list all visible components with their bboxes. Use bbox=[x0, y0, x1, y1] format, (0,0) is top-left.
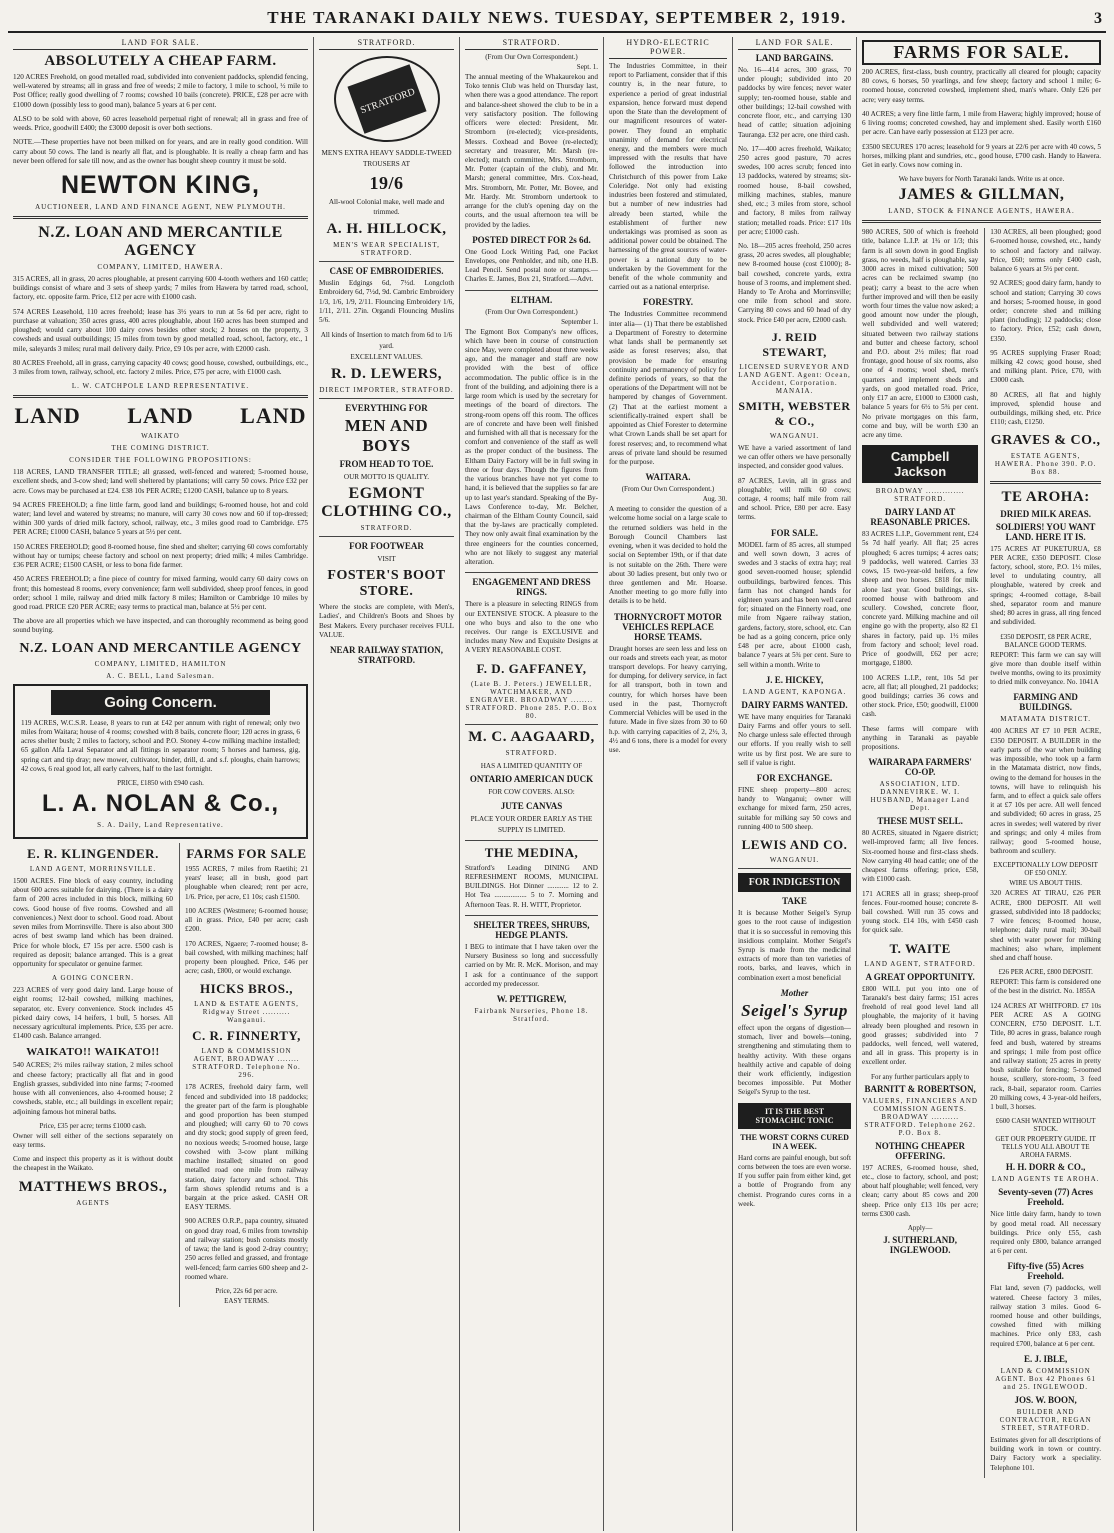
ad-text: Muslin Edgings 6d, 7½d. Longcloth Embroidery 6d, 7½d, 9d. Cambric Embroidery 1/3, 1/6, 1/9, 2/11. Flouncing Embroidery 1/6, 1/11, 2/11. 27in. Organdi Flouncing Muslins 5/6. bbox=[319, 279, 454, 325]
everything: EVERYTHING FOR bbox=[345, 402, 428, 413]
seigel-take: TAKE bbox=[782, 896, 807, 907]
limited: HAS A LIMITED QUANTITY OF bbox=[480, 761, 583, 770]
ad-text: 80 ACRES, situated in Ngaere district; well-improved farm; all live fences. Six-roomed house and first-class sheds. Now carrying 40 head cattle; one of the cheapest farms offering; price, £58, with £1000 cash. bbox=[862, 829, 979, 884]
ad-text: Hard corns are painful enough, but soft corns between the toes are even worse. If you suffer pain from either kind, get a bottle of Progrando from any chemist. Progrando cures corns in a week. bbox=[738, 1153, 851, 1208]
corns-head: THE WORST CORNS CURED IN A WEEK. bbox=[740, 1132, 849, 1151]
hillock-sub: MEN'S WEAR SPECIALIST, STRATFORD. bbox=[333, 241, 440, 258]
ad-text: There is a pleasure in selecting RINGS from our EXTENSIVE STOCK. A pleasure to the one who buys and also to the one who receives. Our range is EXCLUSIVE and includes many New and Exquisite Designs at A VERY REASONABLE COST. bbox=[465, 600, 598, 655]
smith-name: SMITH, WEBSTER & CO., bbox=[738, 398, 851, 428]
ad-text: No. 18—205 acres freehold, 250 acres grass, 20 acres swedes, all ploughable; new 8-roomed house (cost £1000); 8-bail cowshed, concrete yards, extra house of 3 rooms, and implement shed. Handy to Te Aroha and Morrinsville; one mile from school and store. Carrying 80 cows and 60 head of dry stock. Price £40 per acre, £2000 cash. bbox=[738, 241, 851, 324]
date: September 1. bbox=[561, 317, 598, 326]
column-hydro-electric bbox=[604, 37, 733, 1531]
f5-price: Price, 22s 6d per acre. bbox=[215, 1286, 278, 1295]
forestry-head: FORESTRY. bbox=[642, 297, 694, 308]
ad-text: 574 ACRES Leasehold, 110 acres freehold; lease has 3½ years to run at 5s 6d per acre, right to purchase at valuation; 350 acres grass, 400 acres ploughable, about 160 acres has been stumped and ploughed; would carry about 100 dairy cows besides other stock; 2 houses on the property, 3 cowsheds and usual outbuildings; 15 miles from town by good metalled road, school, factory, etc., 1 mile, saleyards 3 miles; rural mail delivery daily. Price, £9 10s per acre, with £2000 cash. bbox=[13, 307, 308, 353]
excep: EXCEPTIONALLY LOW DEPOSIT OF £50 ONLY. bbox=[993, 861, 1098, 878]
egmont-name: EGMONT CLOTHING CO., bbox=[321, 485, 452, 521]
ad-text: MODEL farm of 85 acres, all stumped and well sown down, 3 acres of swedes and 3 stacks of extra hay; real good seven-roomed house; splendid outbuildings, barbwired fences. This farm has not changed hands for eighteen years and has been well cared for; situated on the Finnerty road, one mile from Ngaere railway station, gardens, factory, store, school, etc. Can be had as a going concern, price only £48 per acre, about £1000 cash, balance 7 years at 5¾ per cent. Sure to sell within a month. Write to bbox=[738, 540, 851, 669]
finnerty-name: C. R. FINNERTY, bbox=[192, 1028, 301, 1044]
article-text: A meeting to consider the question of a welcome home social on a large scale to the returned soldiers was held in the Borough Council Chambers last evening, when it was decided to hold the social on September 19th, or if that date is not suitable on the 26th. There were about 30 ladies present, but only two or three gentlemen and Mr. Hoarse. Another meeting to go more fully into details is to be held. bbox=[609, 505, 727, 606]
ad-text: 120 ACRES Freehold, on good metalled road, subdivided into convenient paddocks, splendid fencing, well-watered by streams; all in grass and free of weeds; 2 mile to factory, 1 mile to school, ½ mile to Post Office; really good dwelling of 7 rooms; cowshed 10 bails (concrete). PRICE, £28 per acre with £1000 down (possibly less to good man), balance 5 years at 6 per cent. bbox=[13, 73, 308, 109]
stratford-emblem-icon bbox=[332, 54, 442, 144]
date: Aug. 30. bbox=[702, 495, 727, 504]
farming-buildings: FARMING AND BUILDINGS. bbox=[1013, 692, 1078, 713]
coming-district: THE COMING DISTRICT. bbox=[111, 444, 210, 453]
cj-dairy: DAIRY LAND AT REASONABLE PRICES. bbox=[870, 507, 970, 528]
matthews-sub: AGENTS bbox=[76, 1198, 110, 1207]
ad-text: 1955 ACRES, 7 miles from Raetihi; 21 years' lease; all in bush, good part ploughable when cleared; rent per acre, 1/6. Price, per acre, £1 10s; cash £1500. bbox=[185, 864, 308, 901]
ad-text: 178 ACRES, freehold dairy farm, well fenced and subdivided into 18 paddocks; the greater part of the farm is ploughable and good proportion has been stumped and ploughed; will carry 60 to 70 cows and dry stock; good supply of green feed, no noxious weeds; 5-roomed house, large cowshed with 3-cow plant milking machine installed; situated on good metalled road one mile from railway station, dairy factory and school. This farm shows splendid returns and is a bargain at the price asked. CASH OR EASY TERMS. bbox=[185, 1083, 308, 1212]
ad-text: 80 ACRES Freehold, all in grass, carrying capacity 40 cows; good house, cowshed, outbuildings, etc., 3 miles from town, railway, school, etc. factory 2 miles. Price, £75 per acre, with £1000 cash. bbox=[13, 358, 308, 376]
seigel-best: IT IS THE BEST STOMACHIC TONIC bbox=[738, 1103, 851, 1129]
seventy-head: Seventy-seven (77) Acres Freehold. bbox=[998, 1187, 1094, 1208]
finnerty-sub: LAND & COMMISSION AGENT, BROADWAY ........ STRATFORD. Telephone No. 296. bbox=[192, 1047, 301, 1080]
gc-price: PRICE, £1850 with £940 cash. bbox=[117, 778, 204, 787]
section-header: LAND FOR SALE. bbox=[13, 37, 308, 50]
duck: ONTARIO AMERICAN DUCK bbox=[469, 774, 594, 785]
ad-text: 95 ACRES supplying Fraser Road; milking 42 cows; good house, shed and milking plant. Price, £70, with £3000 cash. bbox=[990, 348, 1101, 385]
column-stratford-ads bbox=[314, 37, 460, 1531]
graves-name: GRAVES & CO., bbox=[990, 432, 1101, 448]
must-sell: THESE MUST SELL. bbox=[877, 816, 963, 827]
jute: JUTE CANVAS bbox=[500, 801, 563, 812]
correspondent: (From Our Own Correspondent.) bbox=[485, 307, 578, 316]
wf-sub: ASSOCIATION, LTD. DANNEVIRKE. W. I. HUSBAND, Manager Land Dept. bbox=[870, 780, 970, 813]
for-sale-head: FOR SALE. bbox=[770, 527, 818, 538]
dorr-sub: LAND AGENTS TE AROHA. bbox=[991, 1175, 1100, 1184]
ad-text: REPORT: This farm we can say will give more than double itself within twelve months, owing to its proximity to dried milk conveyance. No. 1041A bbox=[990, 650, 1101, 687]
guide: GET OUR PROPERTY GUIDE. IT TELLS YOU ALL ABOUT TE AROHA FARMS. bbox=[995, 1135, 1096, 1160]
shelter-head: SHELTER TREES, SHRUBS, HEDGE PLANTS. bbox=[473, 919, 590, 940]
wire: WIRE US ABOUT THIS. bbox=[1009, 879, 1083, 888]
ad-text: 119 ACRES, W.C.S.R. Lease, 8 years to run at £42 per annum with right of renewal; only two miles from Waitara; house of 4 rooms; cowshed with 8 bails, concrete floor; 120 acres in grass, 6 acres shelter bush; 2 miles to factory, school and P.O. Stoney 4-cow milking machine installed; 65 gallon Alfa Laval Separator and all fittings in separator room; 5 horses and harness, gig, spring cart and tip dray; new mower, cultivator, binder, drill, d. and s.f. ploughs, chain harrows; 42 cows, 6 real good lot, all early calvers, half to the last fortnight. bbox=[21, 718, 300, 773]
engagement-head: ENGAGEMENT AND DRESS RINGS. bbox=[472, 577, 591, 598]
land-land-land: LAND LAND LAND bbox=[14, 403, 307, 429]
ad-text: 118 ACRES, LAND TRANSFER TITLE; all grassed, well-fenced and watered; 5-roomed house, excellent sheds, and 3-cow shed; land well sheltered by plantations; will carry 50 cows. Price £32 per acre. Cows may be purchased at £24. £38 10s PER ACRE; £1200 CASH, balance up to 8 years. bbox=[13, 468, 308, 495]
ad-text: 400 ACRES AT £7 10 PER ACRE, £350 DEPOSIT. A BUILDER in the early parts of the war when building was impossible, who took up a farm in the Matamata district, now finds, owing to the demand for houses in the towns, will have to relinquish his farm, and to effect a quick sale offers it at £7 10s per acre. All well fenced and subdivided; 60 acres in grass, 25 acres in swedes; well watered by river and springs; and only 4 miles from railway; good 5-roomed house, bathroom and scullery. bbox=[990, 727, 1101, 856]
ad-text: Estimates given for all descriptions of building work in town or country. Dairy Factory work a speciality. Telephone 101. bbox=[990, 1435, 1101, 1472]
covers: FOR COW COVERS. ALSO: bbox=[488, 788, 575, 797]
waitara-head: WAITARA. bbox=[645, 472, 691, 483]
boon-sub: BUILDER AND CONTRACTOR, REGAN STREET, STRATFORD. bbox=[999, 1407, 1092, 1432]
hickey-sub: LAND AGENT, KAPONGA. bbox=[742, 687, 847, 696]
ad-text: 130 ACRES, all been ploughed; good 6-roomed house, cowshed, etc., handy to school and factory and railway. Price, £60; terms only £400 cash, balance 6 years at 5½ per cent. bbox=[990, 228, 1101, 274]
nz-loan-sub-2: COMPANY, LIMITED, HAMILTON bbox=[94, 659, 227, 668]
jg-sub: LAND, STOCK & FINANCE AGENTS, HAWERA. bbox=[888, 207, 1075, 216]
ad-text: 900 ACRES O.R.P., papa country, situated on good dray road, 6 miles from township and railway station; bush consists mostly of tawa; the land is good 2-dray country; 250 acres felled and grassed, and frontage well-fenced; farm carries 600 sheep and 2-roomed whare. bbox=[185, 1217, 308, 1281]
fb-sub: MATAMATA DISTRICT. bbox=[1000, 715, 1091, 724]
nz-loan-head-2: N.Z. LOAN AND MERCANTILE AGENCY bbox=[19, 640, 302, 656]
ad-text: WE have many enquiries for Taranaki Dairy Farms and offer yours to sell. No charge unless sale effected through our efforts. If you really wish to sell write us by first post. We are sure to sell if value is right. bbox=[738, 712, 851, 767]
hickey-name: J. E. HICKEY, bbox=[765, 674, 824, 685]
ad-text: 1500 ACRES. Fine block of easy country, including about 600 acres suitable for dairying. (There is a dairy farm of 200 acres included in this block, milking 60 cows. Good house of five rooms. Cowshed and all conveniences.) Next door to school. Good road. About seven miles from Morrinsville. There is also about 300 acres of best swamp land which has been drained. Price for whole block, £7 15s per acre. £500 cash is required as deposit; balance arranged. This is a great opportunity for speculator or genuine farmer. bbox=[13, 876, 173, 968]
article-text: The Industries Committee, in their report to Parliament, consider that if this country is, in the near future, to experience a period of great industrial expansion, hence forward must depend upon the State than the development of our magnificent resources of water-power. They found an emphatic unanimity of demand for electrical energy, and the members were much impressed with the results that have followed the introduction into Christchurch of this power from Lake Coleridge. Not only had existing industries been fostered and stimulated, but a number of new industries had already been started, while the establishment of further new undertakings was promised as soon as additional power could be obtained. The harnessing of the great sources of water-power is a national duty to be undertaken by the Government for the benefit of the whole community and carried out as a national enterprise. bbox=[609, 62, 727, 292]
consider: CONSIDER THE FOLLOWING PROPOSITIONS: bbox=[69, 456, 252, 465]
reid-name: J. REID STEWART, bbox=[762, 329, 827, 359]
section-header: LAND FOR SALE. bbox=[738, 37, 851, 50]
suits-text: MEN'S EXTRA HEAVY SADDLE-TWEED TROUSERS AT bbox=[321, 149, 452, 168]
jg-name: JAMES & GILLMAN, bbox=[898, 186, 1065, 204]
ad-text: ALSO to be sold with above, 60 acres leasehold perpetual right of renewal; all in grass and free of weeds. Price, goodwill £400; the £3000 deposit is over both sections. bbox=[13, 114, 308, 133]
pettigrew-sub: Fairbank Nurseries, Phone 18. Stratford. bbox=[474, 1006, 589, 1023]
great-opportunity: A GREAT OPPORTUNITY. bbox=[865, 971, 975, 982]
order: PLACE YOUR ORDER EARLY AS THE SUPPLY IS LIMITED. bbox=[470, 815, 593, 834]
ible-sub: LAND & COMMISSION AGENT. Box 42 Phones 61 and 25. INGLEWOOD. bbox=[995, 1366, 1097, 1391]
hillock-name: A. H. HILLOCK, bbox=[326, 221, 447, 238]
klingender-name: E. R. KLINGENDER. bbox=[27, 845, 159, 861]
posted-head: POSTED DIRECT FOR 2s 6d. bbox=[472, 234, 591, 245]
ad-text: 197 ACRES, 6-roomed house, shed, etc., close to factory, school, and post; about half ploughable; well fenced, very clean; carry about 85 cows and 200 sheep. Price only £13 10s per acre; terms £300 cash. bbox=[862, 1163, 979, 1218]
seigel-brand: Seigel's Syrup bbox=[741, 1000, 848, 1020]
motto: OUR MOTTO IS QUALITY. bbox=[343, 472, 430, 481]
ad-text: 450 ACRES FREEHOLD; a fine piece of country for mixed farming, would carry 60 dairy cows on front; this homestead 8 rooms, every convenience; farm well subdivided, sheep proof fences, in good order; school 1 mile, railway and dried milk factory 8 miles; Hamilton or Cambridge 10 miles by good road. PRICE £20 PER ACRE; easy terms to practical man, balance at 5½ per cent. bbox=[13, 575, 308, 611]
dried-milk: DRIED MILK AREAS. bbox=[1000, 508, 1092, 519]
ad-text: FINE sheep property—800 acres; handy to Wanganui; owner will exchange for mixed farm, 250 acres, suitable for milking say 50 cows and running 400 to 500 sheep. bbox=[738, 786, 851, 831]
waite-name: T. WAITE bbox=[889, 940, 951, 956]
ad-text: 83 ACRES L.I.P., Government rent, £24 5s 7d half yearly. All flat; 25 acres ploughed; 6 acres turnips; 4 acres oats; 9 paddocks, well watered. Carries 33 cows, 15 two-year-old heifers, a few sheep and two horses. £818 for milk alone last year. Good buildings, six-roomed house with bathroom and scullery. Cowshed, concrete floor, concrete yard. Milking machine and oil engine go with the property, also 82 £1 shares in factory, paid up. 1½ miles from factory and school; level road. Price of goodwill, £62 per acre; mortgage, £1800. bbox=[862, 530, 979, 668]
newton-king-name: NEWTON KING, bbox=[60, 170, 261, 199]
sutherland-name: J. SUTHERLAND, INGLEWOOD. bbox=[883, 1234, 958, 1255]
klingender-sub: LAND AGENT, MORRINSVILLE. bbox=[29, 864, 157, 873]
barnitt-name: BARNITT & ROBERTSON, bbox=[864, 1083, 976, 1094]
ad-text: 170 ACRES, Ngaere; 7-roomed house; 8-bail cowshed, with milking machines; half property been ploughed. Price, £46 per acre; cash, £800, or would exchange. bbox=[185, 939, 308, 976]
medina-name: THE MEDINA, bbox=[484, 844, 579, 860]
ad-text: 320 ACRES AT TIRAU, £26 PER ACRE, £800 DEPOSIT. All well grassed, subdivided into 18 paddocks; 7 wire fences; 8-roomed house, telephone; daily rural mail; 30-bail shed with water power for milking machines; also whare, implement shed and chaff house. bbox=[990, 889, 1101, 962]
ad-text: 100 ACRES (Westmere; 6-roomed house; all in grass. Price, £40 per acre; cash £200. bbox=[185, 906, 308, 934]
cheaper: NOTHING CHEAPER OFFERING. bbox=[875, 1140, 966, 1161]
dairy-head: DAIRY FARMS WANTED. bbox=[741, 699, 848, 710]
ad-text: 94 ACRES FREEHOLD; a fine little farm, good land and buildings; 6-roomed house, hot and cold water; land level and watered by streams; no manure, will carry 30 cows now and 60 if top-dressed; within 300 yards of dried milk factory, school, railway, etc., 3 miles good road to Cambridge. £75 PER ACRE; £1000 CASH, balance 5 years at 5½ per cent. bbox=[13, 500, 308, 537]
waikato-head: WAIKATO!! WAIKATO!! bbox=[26, 1046, 160, 1059]
article-text: The Egmont Box Company's new offices, which have been in course of construction since May, were completed about three weeks ago, and the manager and staff are now provided with the best of office accommodation. The public office is in the front of the building, and adjoining there is a large room which is used by the secretary for meetings of the board of directors. The strong-room opens off this room. The offices are of concrete and have been well finished and furnished with all that is necessary for the comfort and convenience of the staff as well as the proper conduct of the business. The Eltham Dairy Factory will be in full swing in three or four days. Though the figures from the various branches have not yet come to hand, it is believed that the supplies so far are up to last year's standard. Speaking of the By-Laws Conference to-day, Mr. Belcher, chairman of the Eltham County Council, said that the by-laws are practically completed. They now only await final examination by the three engineers for the counties concerned, who are not likely to suggest any material alteration. bbox=[465, 327, 598, 567]
eltham-head: ELTHAM. bbox=[510, 294, 553, 305]
ad-text: 223 ACRES of very good dairy land. Large house of eight rooms; 12-bail cowshed, milking machines, separator, etc. Every convenience. Stock includes 45 picked dairy cows, 14 heifers, 1 bull, 5 horses. All necessary agricultural implements. Price, £35 per acre. £1400 cash. Balance arranged. bbox=[13, 986, 173, 1041]
ad-text: 150 ACRES FREEHOLD; good 8-roomed house, fine shed and shelter; carrying 60 cows comfortably without hay or turnips; cheese factory and school on next property; dried milk; 4 miles Cambridge. £36 PER ACRE; £1500 CASH, or less to bona fide farmer. bbox=[13, 542, 308, 570]
gaffaney-sub: (Late B. J. Peters.) JEWELLER, WATCHMAKER, AND ENGRAVER. BROADWAY ........ STRATFORD. Phone 285. P.O. Box 80. bbox=[465, 679, 598, 720]
section-header: HYDRO-ELECTRIC POWER. bbox=[609, 37, 727, 59]
farms-head: FARMS FOR SALE. bbox=[862, 40, 1101, 65]
insertion: All kinds of Insertion to match from 6d to 1/6 yard. bbox=[320, 331, 453, 351]
farms-head: FARMS FOR SALE bbox=[186, 845, 307, 861]
ad-text: No. 16—414 acres, 300 grass, 70 under plough; subdivided into 20 paddocks by wire fences; never water supply; ten-roomed house, stable and other buildings; 12-bail cowshed with concrete floor, etc., and carrying 130 head of cattle; situation adjoining Tauranga. £32 per acre, one third cash. bbox=[738, 66, 851, 139]
ad-text: 315 ACRES, all in grass, 20 acres ploughable, at present carrying 600 4-tooth wethers and 160 cattle; buildings consist of whare and 3 sets of sheep yards; 7 miles from Hawera by tarred road, school, factory, etc. opposite farm. Price, £12 per acre with £1000 cash. bbox=[13, 274, 308, 302]
ad-text: 87 ACRES, Levin, all in grass and ploughable; will milk 60 cows; cottage, 4 rooms; half mile from rail and school. Price, £80 per acre. Easy terms. bbox=[738, 476, 851, 522]
ad-text: Nice little dairy farm, handy to town by good metal road. All necessary buildings. Price only £55, cash required only £800, balance arranged at 6 per cent. bbox=[990, 1210, 1101, 1256]
ad-text: REPORT: This farm is considered one of the best in the district. No. 1855A bbox=[990, 978, 1101, 996]
nz-loan-sign: L. W. CATCHPOLE LAND REPRESENTATIVE. bbox=[71, 382, 250, 391]
t1b: £350 DEPOSIT, £8 PER ACRE, BALANCE GOOD TERMS. bbox=[1000, 632, 1092, 649]
gaffaney-name: F. D. GAFFANEY, bbox=[476, 660, 587, 676]
lewers-name: R. D. LEWERS, bbox=[330, 365, 443, 382]
matthews-name: MATTHEWS BROS., bbox=[18, 1178, 168, 1195]
barnitt-sub: VALUERS, FINANCIERS AND COMMISSION AGENTS. BROADWAY .......... STRATFORD. Telephone 262. P.O. Box 8. bbox=[862, 1096, 978, 1137]
ad-text: Come and inspect this property as it is without doubt the cheapest in the Waikato. bbox=[13, 1155, 173, 1173]
ad-text: 175 ACRES AT PUKETURUA, £8 PER ACRE, £350 DEPOSIT. Close factory, school, store, P.O. 1½ miles, level to undulating country, all ploughable, watered by creek and springs; 4-roomed cottage, 8-bail shed, separator room and manure shed; 80 acres in grass, all ring fenced and subdivided. bbox=[990, 544, 1101, 627]
article-text: The Industries Committee recommend inter alia— (1) That there be established a Department of Forestry to determine what lands shall be permanently set aside as forest reserves; also, that provision be made for ensuring continuity and permanency of policy for definite periods of years, so that the operations of the Department will not be hampered by changes of Government. (2) That at the earliest moment a scientifically-trained expert shall be appointed as Chief Forester to determine what Crown Lands shall be set apart for forest reserves; and, to recommend what areas of private land should be resumed for the purpose. bbox=[609, 310, 727, 466]
going-concern: A GOING CONCERN. bbox=[52, 974, 134, 983]
klingender-ad bbox=[13, 843, 173, 1307]
ad-text: Flat land, seven (7) paddocks, well watered. Cheese factory 3 miles, railway station 3 miles. Good 6-roomed house and other buildings, cowshed fitted with milking machines. Price only £83, cash required £700, balance at 6 per cent. bbox=[990, 1284, 1101, 1348]
going-concern-title: Going Concern. bbox=[51, 690, 270, 715]
ad-text: NOTE.—These properties have not been milked on for years, and are in really good condition. Will carry about 50 cows. The land is nearly all flat, and is ploughable. It is really a cheap farm and has never been offered for sale till now, and as the owner has bought sheep country it must be sold. bbox=[13, 138, 308, 165]
exchange-head: FOR EXCHANGE. bbox=[756, 773, 833, 784]
footwear: FOR FOOTWEAR bbox=[349, 541, 424, 552]
egmont-sub: STRATFORD. bbox=[360, 524, 413, 533]
boon-name: JOS. W. BOON, bbox=[1014, 1394, 1077, 1405]
hicks-sub: LAND & ESTATE AGENTS, Ridgway Street .......... Wanganui. bbox=[194, 1000, 299, 1025]
cj-sub: BROADWAY .............. STRATFORD. bbox=[875, 487, 965, 504]
column-stratford-news bbox=[460, 37, 604, 1531]
bargains-head: LAND BARGAINS. bbox=[755, 53, 834, 63]
te-aroha: TE AROHA: bbox=[1001, 488, 1090, 505]
ad-text: 200 ACRES, first-class, bush country, practically all cleared for plough; capacity 80 cows, 6 horses, 50 yearlings, and few sheep; factory and school 1 mile; 6-roomed house, concreted cowshed, implement shed, man's whare. Only £26 per acre; very easy terms. bbox=[862, 68, 1101, 104]
ad-text: 80 ACRES, all flat and highly improved, splendid house and outbuildings, milking shed, etc. Price £110; cash, £1250. bbox=[990, 390, 1101, 427]
fifty-head: Fifty-five (55) Acres Freehold. bbox=[1007, 1261, 1084, 1282]
smith-sub: WANGANUI. bbox=[769, 431, 820, 440]
soldiers: SOLDIERS! YOU WANT LAND. HERE IT IS. bbox=[995, 521, 1096, 542]
cheap-farm-title: ABSOLUTELY A CHEAP FARM. bbox=[44, 53, 277, 69]
graves-sub: ESTATE AGENTS, HAWERA. Phone 390. P.O. Box 88. bbox=[994, 451, 1097, 476]
ad-text: £3500 SECURES 170 acres; leasehold for 9 years at 22/6 per acre with 40 cows, 5 horses, milking plant and sundries, etc., good house, £700 cash. Handy to Hawera. Get in early. Cows now coming in. bbox=[862, 142, 1101, 169]
ad-text: effect upon the organs of digestion—stomach, liver and bowels—toning, strengthening and stimulating them to healthy activity. With these organs healthily active and capable of doing their work efficiently, indigestion becomes impossible. Put Mother Seigel's Syrup to the test. bbox=[738, 1023, 851, 1097]
ad-text: 100 ACRES L.I.P., rent, 10s 5d per acre, all flat; all ploughed, 21 paddocks; good buildings; carries 36 cows and other stock. Price, £50; goodwill, £1000 cash. bbox=[862, 673, 979, 719]
svg-text:STRATFORD: STRATFORD bbox=[358, 86, 417, 117]
nz-loan-head: N.Z. LOAN AND MERCANTILE AGENCY bbox=[38, 223, 283, 259]
ad-text: These farms will compare with anything in Taranaki as payable propositions. bbox=[862, 724, 979, 752]
lewis-name: LEWIS AND CO. bbox=[741, 837, 848, 853]
seigel-mother: Mother bbox=[780, 987, 809, 998]
nz-loan-sign-2: A. C. BELL, Land Salesman. bbox=[106, 671, 215, 680]
section-header: STRATFORD. bbox=[465, 37, 598, 50]
seigel-for-indigestion: FOR INDIGESTION bbox=[738, 873, 851, 892]
motor-head: THORNYCROFT MOTOR VEHICLES REPLACE HORSE TEAMS. bbox=[614, 611, 722, 642]
ad-text: 540 ACRES; 2½ miles railway station, 2 miles school and cheese factory; practically all flat and in good English grasses, subdivided into nine farms; 7-roomed house with all conveniences, also 4-roomed house; 2 cowsheds, stable, etc.; all buildings in excellent repair; adjoining famous hot mineral baths. bbox=[13, 1061, 173, 1116]
waikato: WAIKATO bbox=[141, 432, 180, 441]
stratford-emblem bbox=[319, 54, 454, 144]
ible-name: E. J. IBLE, bbox=[1024, 1353, 1068, 1364]
article-text: Draught horses are seen less and less on our roads and streets each year, as motor transport develops. For heavy carrying, for dumping, for delivery service, in fact for all transport, both in town and country, for which horses have been used in the past, Thornycroft Commercial Vehicles will be used in the future. Made in five sizes from 30 to 60 h.p. with carrying capacities of 2, 2½, 3, 4½ and 6 tons, there is a model for every use. bbox=[609, 644, 727, 754]
masthead bbox=[8, 6, 1106, 33]
date: Sept. 1. bbox=[576, 63, 598, 71]
ad-text: No. 17—400 acres freehold, Waikato; 250 acres good pasture, 70 acres swedes, 100 acres scrub; fenced into 13 paddocks, watered by streams; six-roomed house, 8-bail cowshed, milking machines, stables, manure shed, etc.; 3 miles from store, school and factory, 8 miles from railway station; metalled roads. Price: £17 10s per acre; £1000 cash. bbox=[738, 144, 851, 236]
lewers-sub: DIRECT IMPORTER, STRATFORD. bbox=[319, 385, 454, 394]
farms-for-sale-ad bbox=[179, 843, 308, 1307]
wf-name: WAIRARAPA FARMERS' CO-OP. bbox=[868, 757, 972, 778]
ad-text: £800 WILL put you into one of Taranaki's best dairy farms; 151 acres freehold of real good level land all ploughable, the majority of it having already been ploughed and resown in good grasses; subdivided into 7 paddocks, well fenced, well watered, and all in grass. This property is in excellent order. bbox=[862, 984, 979, 1067]
cj-name: Campbell Jackson bbox=[862, 445, 978, 483]
aagaard-name: M. C. AAGAARD, bbox=[468, 728, 595, 745]
waite-sub: LAND AGENT, STRATFORD. bbox=[864, 959, 976, 968]
pettigrew-name: W. PETTIGREW, bbox=[496, 993, 567, 1004]
foster-name: FOSTER'S BOOT STORE. bbox=[327, 568, 446, 600]
masthead-title: THE TARANAKI DAILY NEWS. TUESDAY, SEPTEMBER 2, 1919. bbox=[267, 8, 847, 27]
column-farms-for-sale bbox=[857, 37, 1106, 1531]
ad-text: It is because Mother Seigel's Syrup goes to the root cause of indigestion that it is so successful in removing this insidious complaint. Mother Seigel's Syrup is made from the medicinal extracts of more than ten varieties of roots, barks, and leaves, which in combination exert a most beneficial bbox=[738, 909, 851, 982]
article-text: The annual meeting of the Whakaurekou and Toko tennis Club was held on Thursday last, when there was a good attendance. The report and balance-sheet showed the club to be in a very satisfactory position. The following officers were elected: President, Mr. Stromborn (re-elected); vice-presidents, Messrs. Coxhead and Bovee (re-elected); secretary and treasurer, Mr. Marsh (re-elected); match committee, Mrs. Stromborn, Mr. Potter (captain of the club), and Mr. Marsh; general committee, Mrs. Cox-head, Mrs. Stromborn, Mr. Potter, Mr. Bovee, and Mr. Hardy. Mr. Stromborn undertook to arrange for the club's opening day on the courts, and the usual afternoon tea will be provided by the ladies. bbox=[465, 73, 598, 229]
ad-text: Owner will sell either of the sections separately on easy terms. bbox=[13, 1131, 173, 1149]
t4b: £600 CASH WANTED WITHOUT STOCK. bbox=[995, 1117, 1096, 1134]
visit: VISIT bbox=[377, 555, 396, 564]
nolan-sub: S. A. Daily, Land Representative. bbox=[97, 820, 224, 829]
wk-price: Price, £35 per acre; terms £1000 cash. bbox=[39, 1121, 147, 1130]
head-to-toe: FROM HEAD TO TOE. bbox=[339, 458, 434, 469]
hicks-name: HICKS BROS., bbox=[199, 981, 294, 997]
article-text: One Good Lock Writing Pad, one Packet Envelopes, one Penholder, and nib, one H.B. Lead Pencil. Send postal note or stamps.—Charles E. James, Box 21, Stratford.—Advt. bbox=[465, 247, 598, 284]
correspondent: (From Our Own Correspondent.) bbox=[485, 53, 578, 61]
t3b: £26 PER ACRE, £800 DEPOSIT. bbox=[998, 968, 1093, 977]
near-station: NEAR RAILWAY STATION, STRATFORD. bbox=[330, 645, 443, 666]
correspondent: (From Our Own Correspondent.) bbox=[621, 485, 715, 494]
column-land-bargains bbox=[733, 37, 857, 1531]
apply: Apply— bbox=[907, 1223, 933, 1232]
ad-text: Where the stocks are complete, with Men's, Ladies', and Children's Boots and Shoes by Best Makers. Every purchaser receives FULL VALUE. bbox=[319, 603, 454, 639]
nz-loan-sub: COMPANY, LIMITED, HAWERA. bbox=[97, 262, 224, 271]
lewis-sub: WANGANUI. bbox=[769, 856, 820, 865]
ad-text: The above are all properties which we have inspected, and can thoroughly recommend as being good sound buying. bbox=[13, 617, 308, 635]
values: EXCELLENT VALUES. bbox=[350, 352, 423, 361]
embroideries-head: CASE OF EMBROIDERIES. bbox=[329, 266, 444, 277]
ad-text: WE have a varied assortment of land we can offer others we have personally inspected, and consider good values. bbox=[738, 443, 851, 471]
f5-terms: EASY TERMS. bbox=[224, 1296, 269, 1305]
column-land-for-sale bbox=[8, 37, 314, 1531]
reid-sub: LICENSED SURVEYOR AND LAND AGENT. Agent: Ocean, Accident, Corporation. MANAIA. bbox=[738, 362, 851, 395]
suits-price: 19/6 bbox=[369, 172, 404, 193]
ad-text: 171 ACRES all in grass; sheep-proof fences. Four-roomed house; concrete 8-bail cowshed. Will run 35 cows and young stock. £14 10s, with £450 cash for quick sale. bbox=[862, 889, 979, 935]
section-header: STRATFORD. bbox=[319, 37, 454, 50]
ad-text: Stratford's Leading DINING AND REFRESHMENT ROOMS, MUNICIPAL BUILDINGS. Hot Dinner ............ 12 to 2. Hot Tea .................. 5 to 7. Morning and Afternoon Teas. R. H. WITT, Proprietor. bbox=[465, 863, 598, 909]
g-note: For any further particulars apply to bbox=[871, 1072, 970, 1081]
page-number: 3 bbox=[1094, 10, 1102, 27]
ad-text: 124 ACRES AT WHITFORD. £7 10s PER ACRE AS A GOING CONCERN, £750 DEPOSIT. L.T. Title, 80 acres in grass, balance rough feed and bush, watered by streams and springs; 1 mile from post office and railway station; 25 acres in pretty bush suitable for fencing; 5-roomed house, scullery, store-room, 3 feed rack, 8-bail, separator room. Carries 20 milking cows, 4 3-year-old heifers, 1 bull, 3 horses. bbox=[990, 1001, 1101, 1112]
aagaard-sub: STRATFORD. bbox=[505, 748, 558, 757]
dorr-name: H. H. DORR & CO., bbox=[1005, 1162, 1086, 1173]
newton-king-sub: AUCTIONEER, LAND AND FINANCE AGENT, NEW PLYMOUTH. bbox=[35, 202, 286, 211]
ad-text: 92 ACRES; good dairy farm, handy to school and station; Carrying 30 cows and horses; 5-roomed house, in good order; concrete shed and milking plant (including); 12 paddocks; close to factory. Price, £52; cash down, £350. bbox=[990, 279, 1101, 343]
going-concern-box bbox=[13, 684, 308, 839]
nolan-name: L. A. NOLAN & Co., bbox=[41, 789, 280, 817]
ad-text: I BEG to intimate that I have taken over the Nursery Business so long and successfully carried on by Mr. R. McK. Morison, and may I ask for a continuance of the support accorded my predecessor. bbox=[465, 942, 598, 988]
r-note: We have buyers for North Taranaki lands. Write us at once. bbox=[898, 175, 1065, 184]
ad-text: 40 ACRES; a very fine little farm, 1 mile from Hawera; highly improved; house of 6 living rooms; concreted cowshed, hay and implement shed. Easily worth £160 per acre. Can have early possession at £123 per acre. bbox=[862, 109, 1101, 137]
ad-text: 980 ACRES, 500 of which is freehold title, balance L.I.P. at 1¾ or 1/3; this farm is all sown down in good English grass, no weeds, half is ploughable, say 3000 acres in mixed cultivation; 500 acres can be reclaimed swamp (no peat); carry a beast to the acre when further improved and will then be easily worth four times the value now asked; a good amount now under the plough, well subdivided and well watered; situated between two railway stations and butter and cheese factory, school and P.O. about 2½ miles; flat road frontage, good house of six rooms, also one of 4 rooms; wool shed, men's quarters and implement sheds and yards, on good metalled road. Price, only £17 an acre, £1000 to £3000 cash, balance 5 years for 6½ to 5¾ per cent. No private mortgages on this farm, come and buy, will be worth £30 an acre any time. bbox=[862, 228, 979, 439]
suits-note: All-wool Colonial make, well made and trimmed. bbox=[328, 197, 445, 217]
men-and-boys: MEN AND BOYS bbox=[344, 415, 429, 455]
